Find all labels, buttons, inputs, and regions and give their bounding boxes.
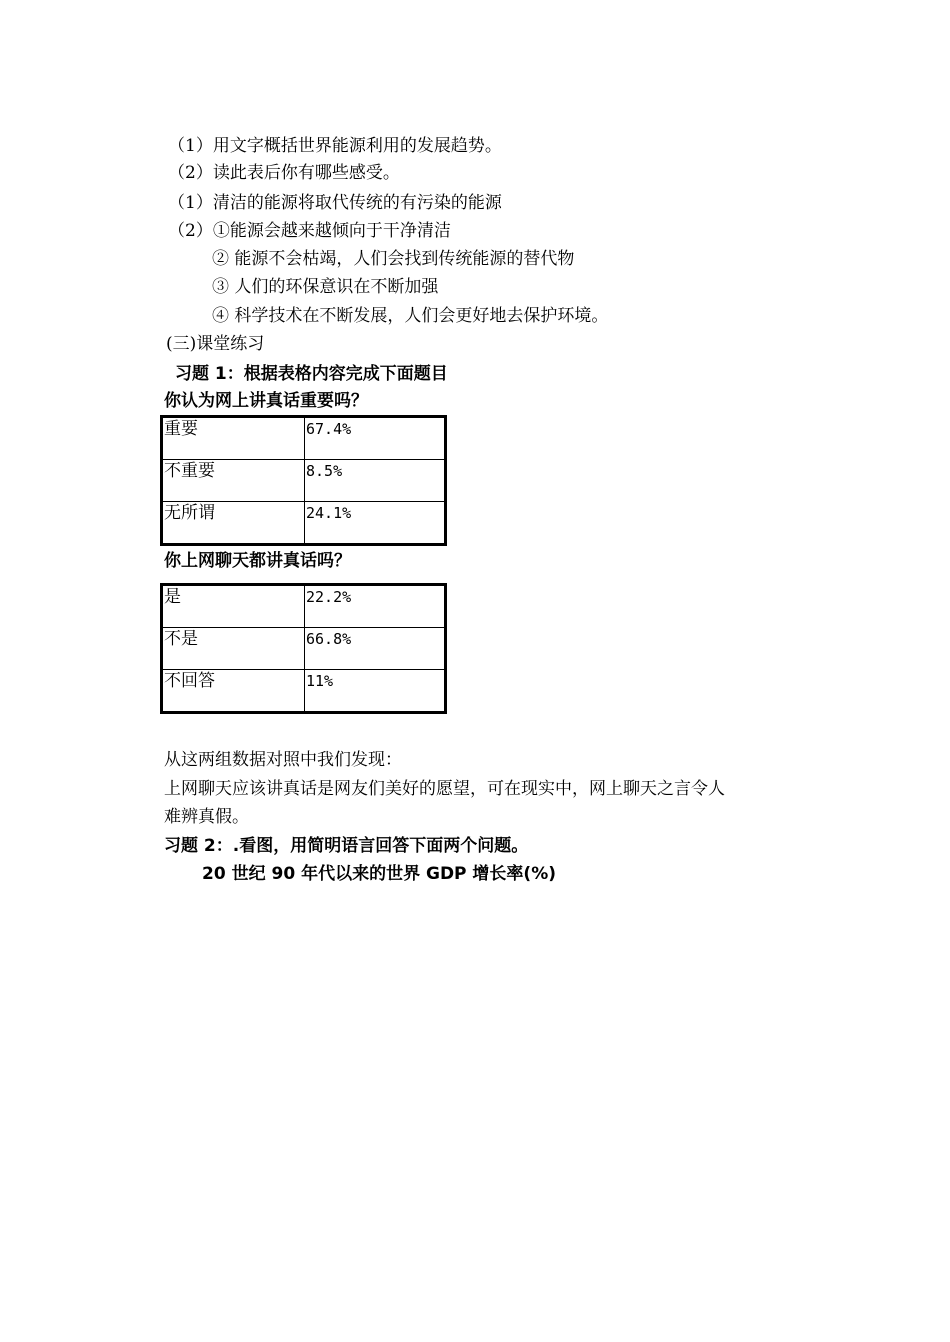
table-row [162,460,446,502]
table-cell-label: 不是 [162,628,305,670]
intro-answer-2-item-4: ④ 科学技术在不断发展，人们会更好地去保护环境。 [212,306,609,326]
exercise-2-title: 习题 2：.看图，用简明语言回答下面两个问题。 [164,836,529,856]
table-cell-value: 11% [305,670,446,713]
section-title: (三)课堂练习 [166,334,265,354]
survey-table-1 [160,415,447,546]
table-cell-label: 无所谓 [162,502,305,545]
chart-caption: 20 世纪 90 年代以来的世界 GDP 增长率(%) [202,864,557,884]
survey-table-2 [160,583,447,714]
finding-line-1: 上网聊天应该讲真话是网友们美好的愿望，可在现实中，网上聊天之言令人 [164,779,725,799]
finding-intro: 从这两组数据对照中我们发现： [164,750,402,770]
intro-answer-2-item-1: （2）①能源会越来越倾向于干净清洁 [168,221,451,241]
table-cell-value: 24.1% [305,502,446,545]
table-row [162,417,446,460]
intro-question-1: （1）用文字概括世界能源利用的发展趋势。 [168,136,502,156]
table-row [162,585,446,628]
table-cell-value: 22.2% [305,585,446,628]
intro-answer-2-item-3: ③ 人们的环保意识在不断加强 [212,277,439,297]
table-row [162,628,446,670]
table-cell-value: 8.5% [305,460,446,502]
table-2-question: 你上网聊天都讲真话吗？ [164,551,351,571]
table-cell-label: 重要 [162,417,305,460]
table-row [162,502,446,545]
intro-answer-2-item-2: ② 能源不会枯竭，人们会找到传统能源的替代物 [212,249,575,269]
table-cell-value: 66.8% [305,628,446,670]
finding-line-2: 难辨真假。 [164,807,249,827]
table-cell-value: 67.4% [305,417,446,460]
intro-question-2: （2）读此表后你有哪些感受。 [168,163,400,183]
exercise-1-title: 习题 1：根据表格内容完成下面题目 [175,364,448,384]
table-cell-label: 不重要 [162,460,305,502]
table-row [162,670,446,713]
table-cell-label: 是 [162,585,305,628]
intro-answer-1: （1）清洁的能源将取代传统的有污染的能源 [168,193,502,213]
table-cell-label: 不回答 [162,670,305,713]
table-1-question: 你认为网上讲真话重要吗？ [164,391,368,411]
